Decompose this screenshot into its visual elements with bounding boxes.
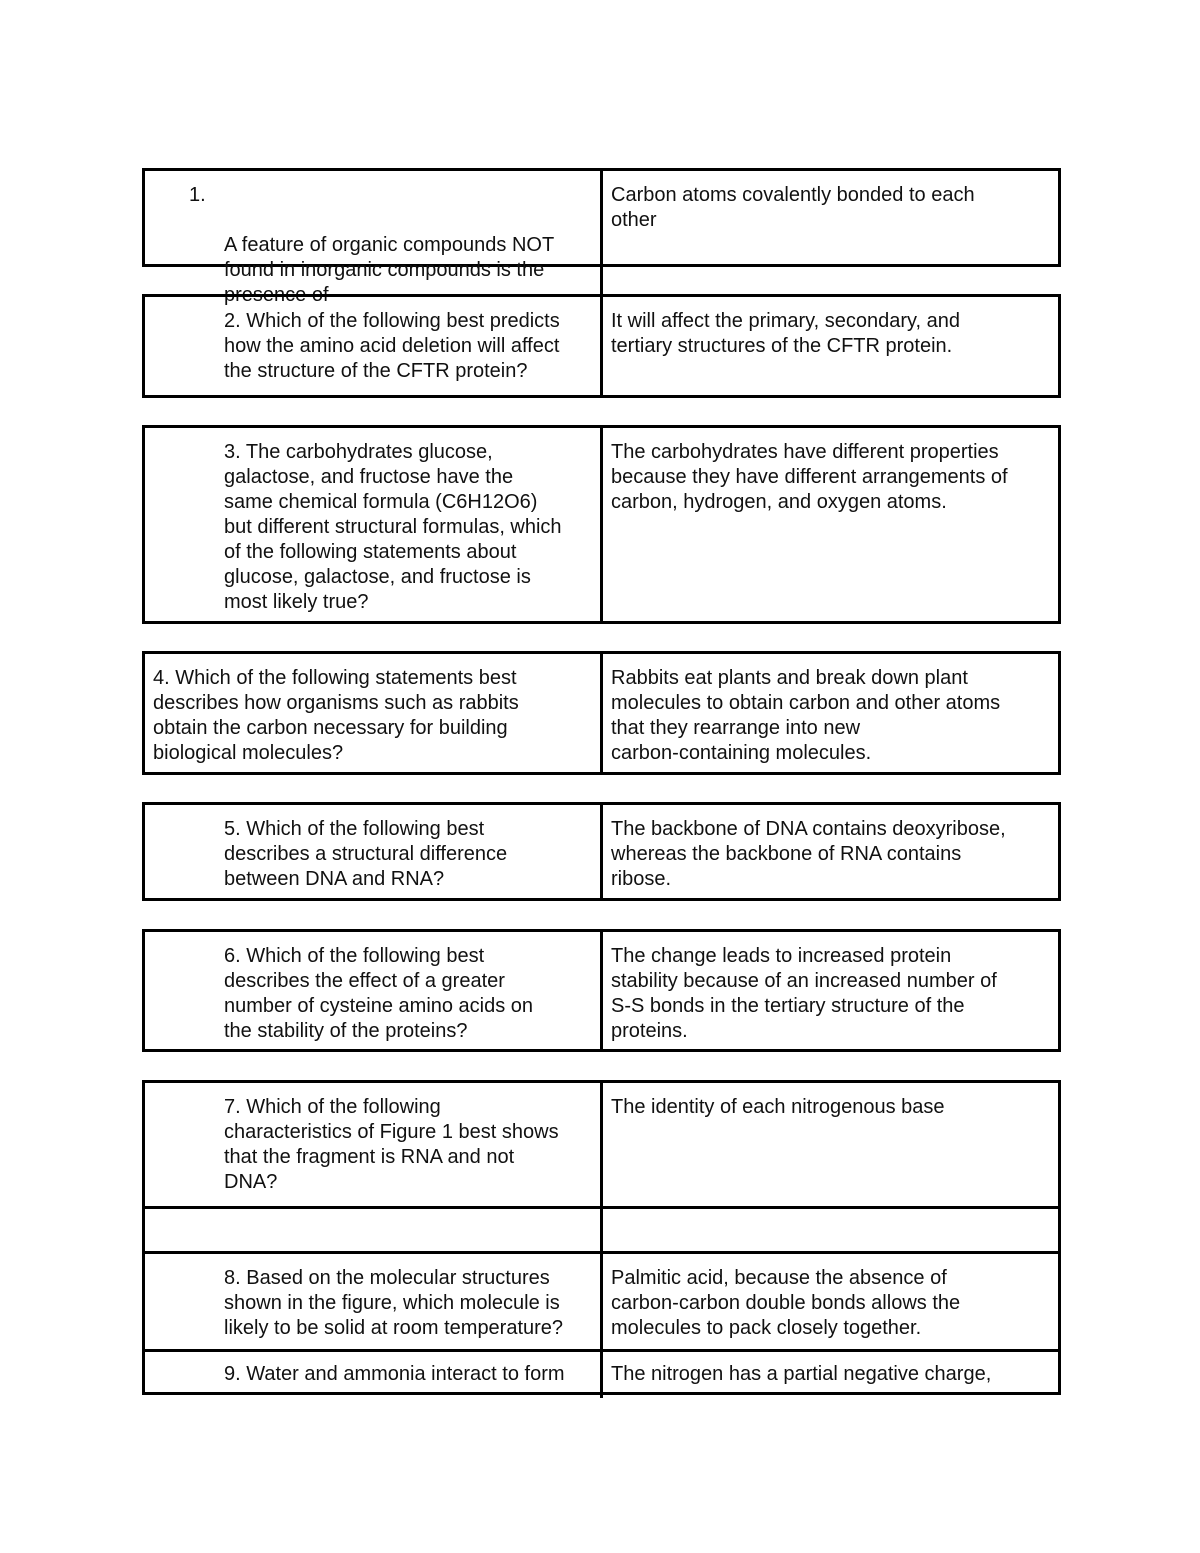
- question-cell: 8. Based on the molecular structures shown in the figure, which molecule is likely to be solid at room temperature?: [145, 1251, 603, 1349]
- question-cell: 4. Which of the following statements best describes how organisms such as rabbits obtain the carbon necessary for building biological molecules?: [145, 654, 603, 774]
- question-table-1: [142, 168, 1061, 306]
- answer-cell: The backbone of DNA contains deoxyribose, whereas the backbone of RNA contains ribose.: [611, 818, 1006, 890]
- answer-cell: The change leads to increased protein stability because of an increased number of S-S bonds in the tertiary structure of the proteins.: [611, 945, 997, 1042]
- answer-cell: Rabbits eat plants and break down plant molecules to obtain carbon and other atoms that they rearrange into new carbon-containing molecules.: [611, 667, 1001, 764]
- question-table-4: [142, 651, 1061, 775]
- question-table-7: [142, 1080, 1061, 1395]
- question-cell: 7. Which of the following characteristics of Figure 1 best shows that the fragment is RNA and not DNA?: [145, 1083, 603, 1206]
- question-table-5: [142, 802, 1061, 901]
- question-cell: 6. Which of the following best describes the effect of a greater number of cysteine amino acids on the stability of the proteins?: [145, 932, 603, 1052]
- answer-cell: The identity of each nitrogenous base: [611, 1096, 945, 1118]
- question-table-6: [142, 929, 1061, 1052]
- question-table-3: [142, 425, 1061, 624]
- question-number: 1.: [189, 184, 206, 206]
- answer-cell: The carbohydrates have different properties because they have different arrangements of carbon, hydrogen, and oxygen atoms.: [611, 441, 1008, 513]
- question-text: A feature of organic compounds NOT found in inorganic compounds is the presence of: [224, 234, 555, 306]
- question-cell: 9. Water and ammonia interact to form: [145, 1349, 603, 1398]
- empty-cell: [145, 1206, 603, 1251]
- answer-cell: Palmitic acid, because the absence of carbon-carbon double bonds allows the molecules to pack closely together.: [603, 1251, 1058, 1349]
- empty-cell: [603, 1206, 1058, 1251]
- question-table-2: [142, 294, 1061, 398]
- answer-cell: Carbon atoms covalently bonded to each other: [611, 184, 975, 231]
- question-cell: 2. Which of the following best predicts how the amino acid deletion will affect the structure of the CFTR protein?: [145, 297, 603, 395]
- question-cell: 5. Which of the following best describes a structural difference between DNA and RNA?: [145, 805, 603, 900]
- question-cell: 3. The carbohydrates glucose, galactose, and fructose have the same chemical formula (C6H12O6) but different structural formulas, which of the following statements about glucose, galactose, and fructose is most likely true?: [145, 428, 603, 623]
- answer-cell: The nitrogen has a partial negative charge,: [603, 1349, 1058, 1398]
- answer-cell: It will affect the primary, secondary, and tertiary structures of the CFTR protein.: [611, 310, 961, 357]
